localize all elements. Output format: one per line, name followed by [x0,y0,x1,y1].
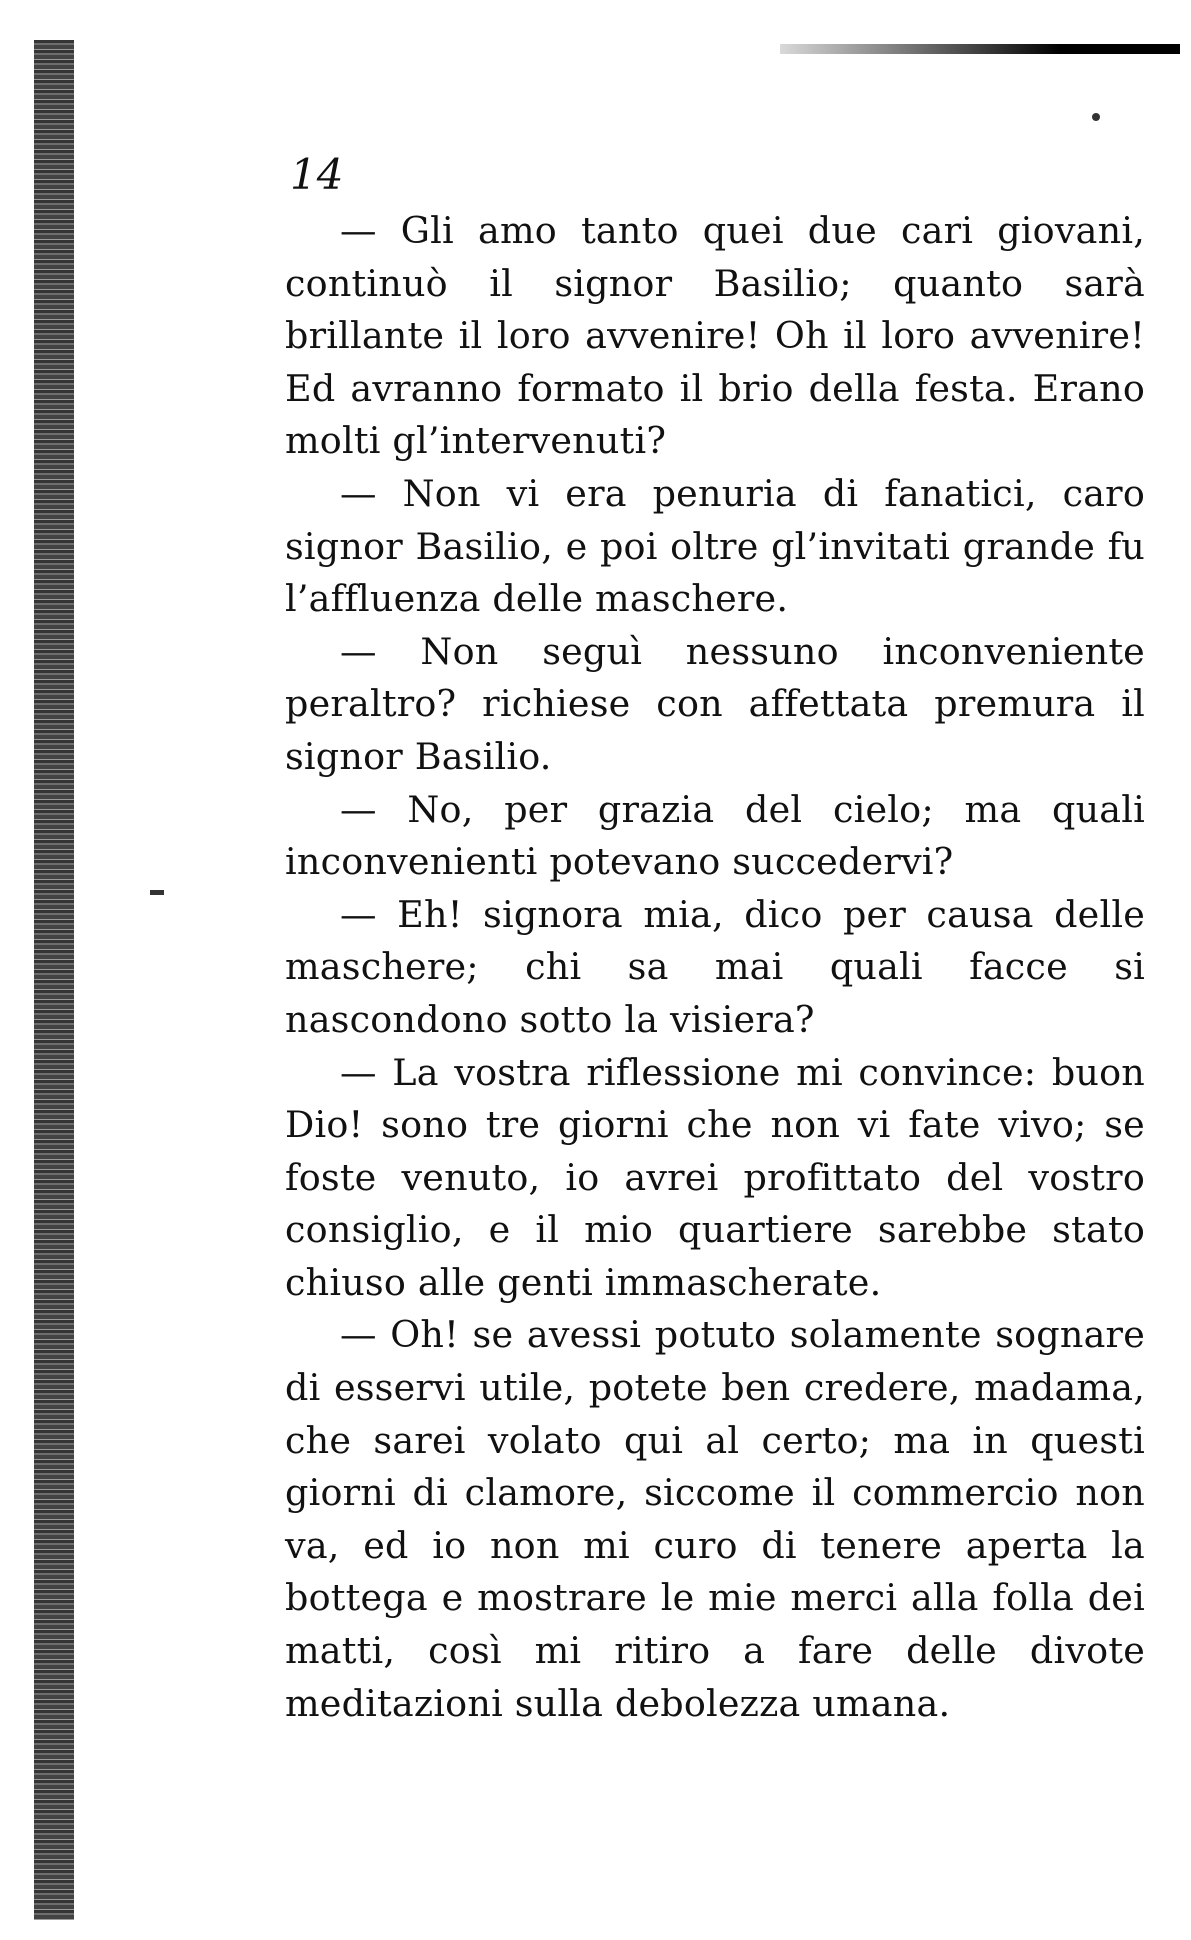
paragraph-4: — No, per grazia del cielo; ma quali inconvenienti potevano succedervi? [285,787,1145,884]
page-number: 14 [290,150,344,199]
paragraph-2: — Non vi era penuria di fanatici, caro signor Basilio, e poi oltre gl’invitati grande fu l’affluenza delle maschere. [285,471,1145,621]
paragraph-3: — Non seguì nessuno inconveniente peraltro? richiese con affettata premura il signor Basilio. [285,629,1145,778]
body-text [285,205,1145,1730]
paragraph-1: — Gli amo tanto quei due cari giovani, continuò il signor Basilio; quanto sarà brillante il loro avvenire! Oh il loro avvenire! Ed avranno formato il brio della festa. Erano molti gl’intervenuti? [285,209,1145,463]
top-rule [780,44,1180,54]
paragraph-5: — Eh! signora mia, dico per causa delle maschere; chi sa mai quali facce si nascondono sotto la visiera? [285,892,1145,1041]
binding-edge [34,40,74,1920]
stray-mark [150,890,164,895]
paragraph-6: — La vostra riflessione mi convince: buon Dio! sono tre giorni che non vi fate vivo; se foste venuto, io avrei profittato del vostro consiglio, e il mio quartiere sarebbe stato chiuso alle genti immascherate. [285,1050,1145,1304]
paragraph-7: — Oh! se avessi potuto solamente sognare di esservi utile, potete ben credere, madama, che sarei volato qui al certo; ma in questi giorni di clamore, siccome il commercio non va, ed io non mi curo di tenere aperta la bottega e mostrare le mie merci alla folla dei matti, così mi ritiro a fare delle divote meditazioni sulla debolezza umana. [285,1313,1145,1725]
stray-mark [1092,113,1100,121]
